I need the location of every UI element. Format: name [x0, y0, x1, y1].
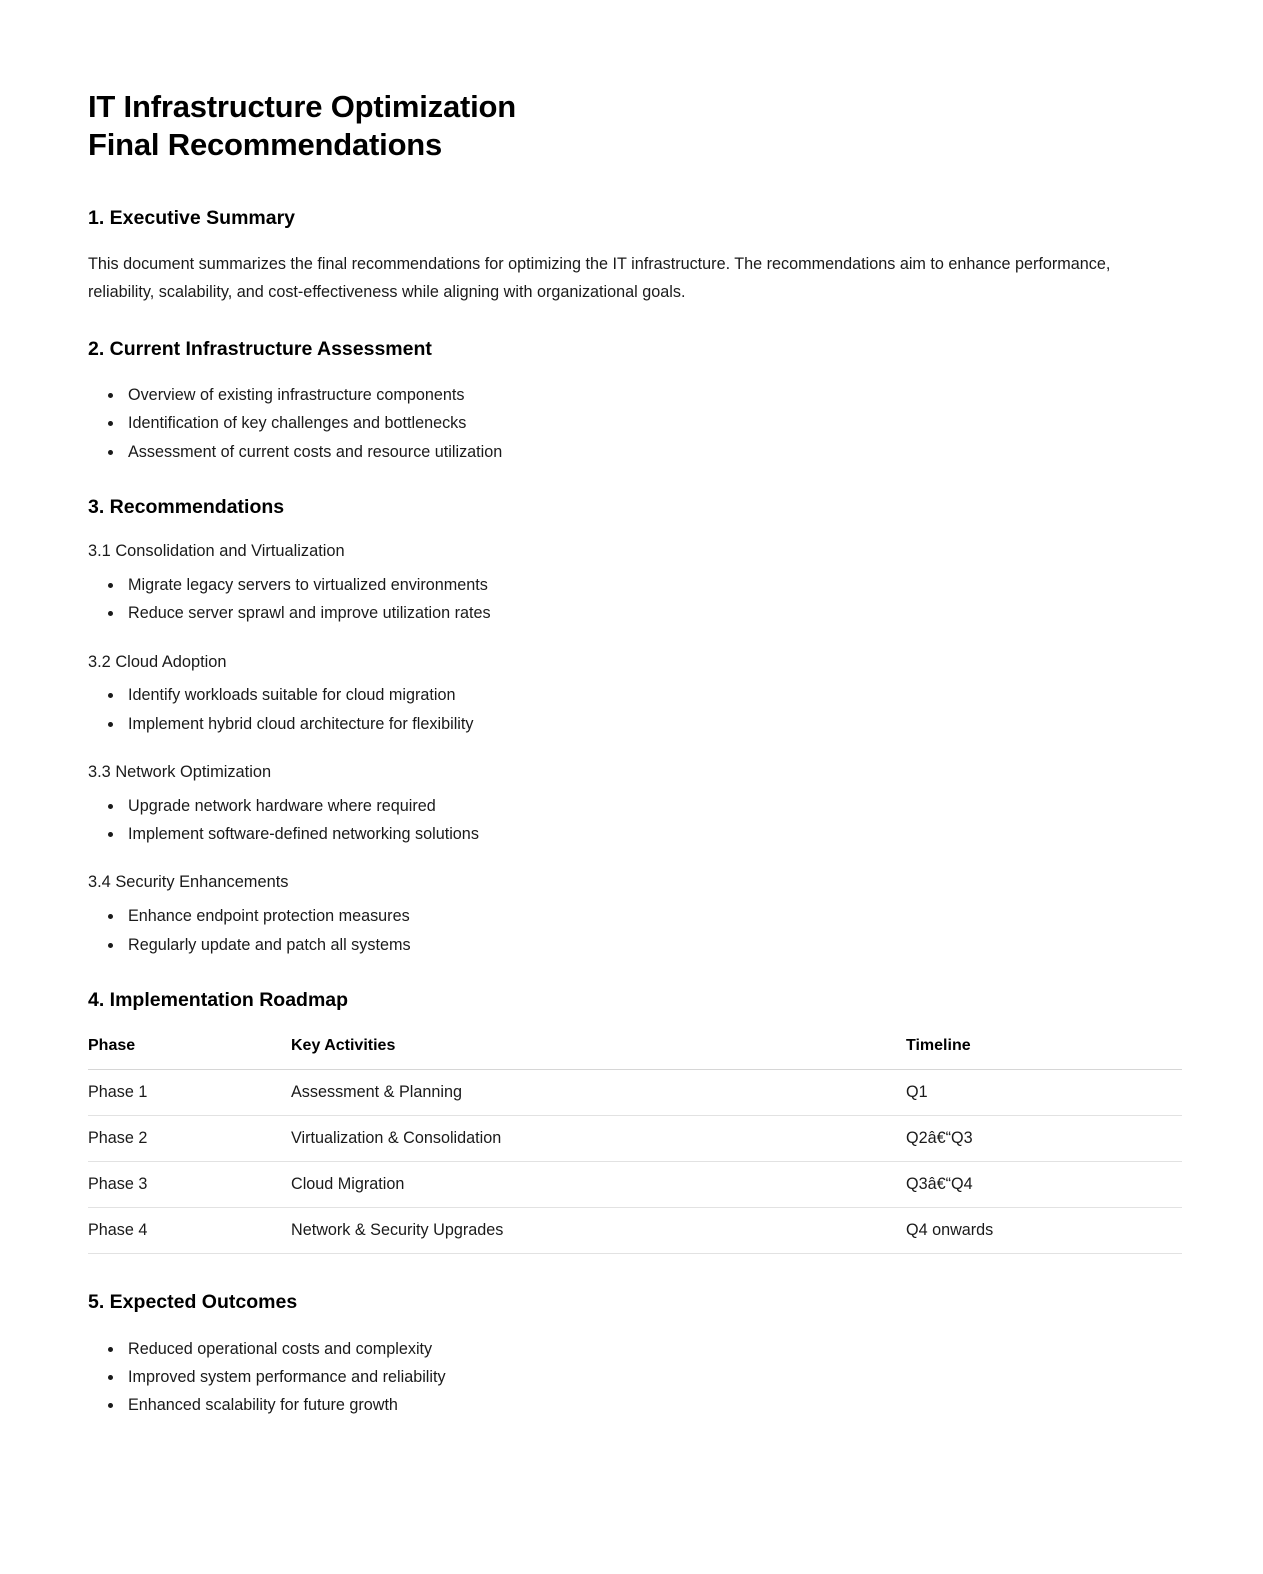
- table-header-row: [88, 1033, 1182, 1070]
- cell-phase: Phase 2: [88, 1116, 291, 1162]
- heading-implementation-roadmap: 4. Implementation Roadmap: [88, 988, 349, 1011]
- heading-current-assessment: 2. Current Infrastructure Assessment: [88, 337, 432, 360]
- list-item: • Upgrade network hardware where required: [124, 793, 1182, 819]
- document-title-line-1: IT Infrastructure Optimization: [88, 89, 517, 124]
- section-executive-summary: [88, 206, 1182, 307]
- cell-key-activities: Network & Security Upgrades: [291, 1208, 906, 1254]
- sub-heading-3-1: 3.1 Consolidation and Virtualization: [88, 542, 345, 561]
- list-item: • Assessment of current costs and resource utilization: [124, 439, 1182, 465]
- heading-executive-summary: 1. Executive Summary: [88, 206, 296, 229]
- cell-phase: Phase 1: [88, 1070, 291, 1116]
- heading-expected-outcomes: 5. Expected Outcomes: [88, 1291, 298, 1314]
- list-item: • Reduce server sprawl and improve utilization rates: [124, 600, 1182, 626]
- current-assessment-list: [88, 382, 1182, 465]
- column-header-key-activities: Key Activities: [291, 1033, 906, 1070]
- list-item: • Improved system performance and reliability: [124, 1364, 1182, 1390]
- expected-outcomes-list: [88, 1336, 1182, 1419]
- cell-key-activities: Assessment & Planning: [291, 1070, 906, 1116]
- subsection-3-4-list: [88, 903, 1182, 957]
- subsection-consolidation-virtualization: [88, 540, 1182, 626]
- list-item: • Enhance endpoint protection measures: [124, 903, 1182, 929]
- column-header-timeline: Timeline: [906, 1033, 1182, 1070]
- list-item: • Implement software-defined networking solutions: [124, 821, 1182, 847]
- cell-timeline: Q2â€“Q3: [906, 1116, 1182, 1162]
- section-current-assessment: [88, 337, 1182, 465]
- list-item: • Enhanced scalability for future growth: [124, 1392, 1182, 1418]
- table-row: [88, 1208, 1182, 1254]
- document-title-line-2: Final Recommendations: [88, 126, 443, 162]
- list-item: • Regularly update and patch all systems: [124, 932, 1182, 958]
- list-item: • Migrate legacy servers to virtualized environments: [124, 572, 1182, 598]
- executive-summary-paragraph: This document summarizes the final recommendations for optimizing the IT infrastructure. The recommendations aim to enhance performance, reliability, scalability, and cost-effectiveness while aligning with organizational goals.: [88, 254, 1111, 301]
- table-row: [88, 1116, 1182, 1162]
- list-item: • Identify workloads suitable for cloud migration: [124, 682, 1182, 708]
- cell-phase: Phase 4: [88, 1208, 291, 1254]
- table-row: [88, 1162, 1182, 1208]
- sub-heading-3-2: 3.2 Cloud Adoption: [88, 652, 227, 671]
- section-implementation-roadmap: [88, 988, 1182, 1254]
- list-item: • Implement hybrid cloud architecture for flexibility: [124, 711, 1182, 737]
- document-title: [88, 88, 1182, 164]
- heading-recommendations: 3. Recommendations: [88, 495, 285, 518]
- roadmap-table: [88, 1033, 1182, 1254]
- subsection-security-enhancements: [88, 871, 1182, 957]
- subsection-network-optimization: [88, 761, 1182, 847]
- sub-heading-3-3: 3.3 Network Optimization: [88, 762, 272, 781]
- cell-timeline: Q3â€“Q4: [906, 1162, 1182, 1208]
- list-item: • Overview of existing infrastructure components: [124, 382, 1182, 408]
- column-header-phase: Phase: [88, 1033, 291, 1070]
- subsection-3-2-list: [88, 682, 1182, 736]
- cell-timeline: Q4 onwards: [906, 1208, 1182, 1254]
- cell-timeline: Q1: [906, 1070, 1182, 1116]
- table-row: [88, 1070, 1182, 1116]
- cell-key-activities: Virtualization & Consolidation: [291, 1116, 906, 1162]
- list-item: • Reduced operational costs and complexity: [124, 1336, 1182, 1362]
- sub-heading-3-4: 3.4 Security Enhancements: [88, 873, 289, 892]
- section-recommendations: [88, 495, 1182, 958]
- subsection-3-3-list: [88, 793, 1182, 847]
- section-expected-outcomes: [88, 1290, 1182, 1418]
- subsection-cloud-adoption: [88, 651, 1182, 737]
- cell-phase: Phase 3: [88, 1162, 291, 1208]
- cell-key-activities: Cloud Migration: [291, 1162, 906, 1208]
- subsection-3-1-list: [88, 572, 1182, 626]
- list-item: • Identification of key challenges and bottlenecks: [124, 410, 1182, 436]
